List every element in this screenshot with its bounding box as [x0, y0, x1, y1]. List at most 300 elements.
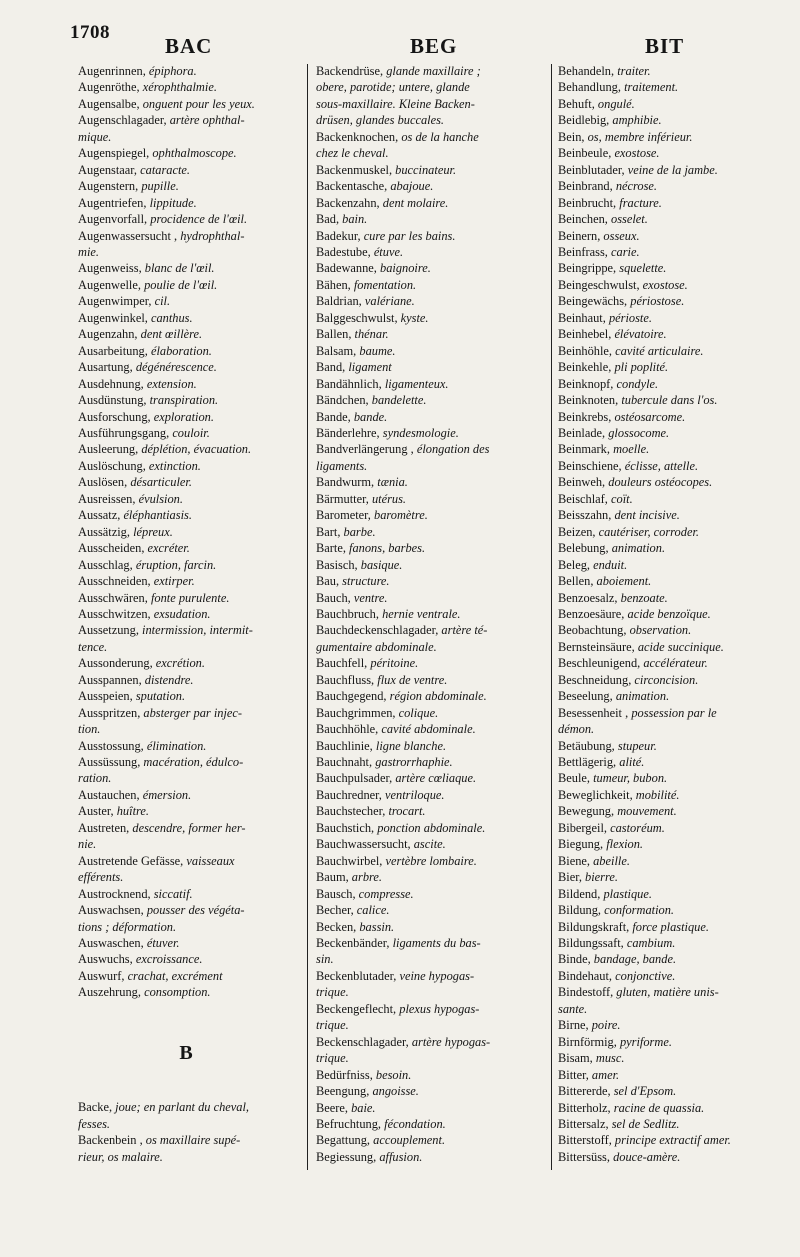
entry	[316, 1067, 552, 1083]
german-term: Bindestoff,	[558, 985, 617, 1000]
entry	[78, 803, 304, 819]
entry	[78, 96, 304, 112]
entry-continuation	[316, 639, 552, 655]
entry	[316, 178, 552, 194]
french-translation: pyriforme.	[619, 1034, 672, 1049]
entry	[78, 557, 304, 573]
french-translation: plastique.	[603, 886, 652, 901]
german-term: Becken,	[316, 919, 360, 934]
entry-continuation	[316, 112, 552, 128]
french-translation: excréter.	[147, 541, 190, 556]
entry	[78, 787, 304, 803]
entry	[316, 441, 552, 457]
entry	[78, 376, 304, 392]
german-term: Aussonderung,	[78, 656, 156, 671]
french-translation: élimination.	[146, 738, 207, 753]
entry	[316, 244, 552, 260]
entry	[558, 902, 794, 918]
entry	[316, 1132, 552, 1148]
german-term: Bellen,	[558, 574, 597, 589]
french-translation: hernie ventrale.	[382, 606, 461, 621]
german-term: Beinhaut,	[558, 310, 609, 325]
german-term: Augenwassersucht ,	[78, 228, 181, 243]
german-term: Bauchgegend,	[316, 689, 390, 704]
entry	[78, 491, 304, 507]
entry	[558, 836, 794, 852]
running-head-left: BAC	[165, 34, 213, 58]
german-term: Ausarbeitung,	[78, 343, 151, 358]
german-term: Augenrinnen,	[78, 64, 149, 78]
french-translation: émersion.	[142, 787, 192, 802]
german-term: Ausspritzen,	[78, 705, 144, 720]
french-translation: lippitude.	[149, 195, 197, 210]
french-translation: artère ophthal-	[169, 113, 245, 128]
entry	[316, 1100, 552, 1116]
french-translation: région abdominale.	[389, 689, 487, 704]
french-translation: plexus hypogas-	[399, 1001, 480, 1016]
french-translation: poulie de l'œil.	[144, 277, 218, 292]
entry	[558, 803, 794, 819]
german-term: Badestube,	[316, 244, 374, 259]
entry	[558, 787, 794, 803]
german-term: Bänderlehre,	[316, 425, 383, 440]
entry	[316, 310, 552, 326]
entry	[316, 738, 552, 754]
german-term: Bandähnlich,	[316, 376, 385, 391]
french-translation: couloir.	[172, 425, 210, 440]
french-translation: ligamenteux.	[384, 376, 449, 391]
german-term: Beinhebel,	[558, 327, 615, 342]
german-term: Augenwelle,	[78, 277, 145, 292]
french-translation: exploration.	[153, 409, 214, 424]
german-term: Auswachsen,	[78, 903, 147, 918]
german-term: Beweglichkeit,	[558, 787, 636, 802]
french-translation: intermission, intermit-	[142, 623, 253, 638]
german-term: Bittersalz,	[558, 1117, 612, 1131]
column-2	[316, 63, 552, 1165]
entry	[316, 63, 552, 79]
french-translation: huître.	[116, 804, 149, 819]
french-translation: élongation des	[416, 442, 490, 457]
french-translation: alité.	[619, 755, 645, 770]
french-translation: abeille.	[593, 853, 630, 868]
entry	[78, 1099, 304, 1115]
entry	[316, 343, 552, 359]
entry	[78, 738, 304, 754]
german-term: Beinkehle,	[558, 360, 615, 375]
entry	[558, 376, 794, 392]
french-translation: extinction.	[148, 458, 201, 473]
french-translation: désarticuler.	[130, 475, 192, 490]
entry	[78, 1132, 304, 1148]
german-term: Bisam,	[558, 1051, 596, 1066]
entry	[558, 409, 794, 425]
french-translation: tumeur, bubon.	[593, 771, 668, 786]
german-term: Beinmark,	[558, 442, 614, 457]
french-translation: ligaments du bas-	[392, 936, 481, 951]
french-translation: blanc de l'œil.	[144, 261, 215, 276]
german-term: Bernsteinsäure,	[558, 639, 638, 654]
french-translation: sel de Sedlitz.	[611, 1117, 680, 1131]
german-term: Barometer,	[316, 508, 374, 523]
german-term: Augenvorfall,	[78, 212, 151, 227]
french-translation: sous-maxillaire. Kleine Backen-	[316, 96, 475, 111]
entry	[316, 557, 552, 573]
french-translation: musc.	[595, 1051, 625, 1066]
french-translation: exostose.	[614, 146, 660, 161]
german-term: Bau,	[316, 574, 343, 589]
entry	[558, 474, 794, 490]
german-term: Bauchstecher,	[316, 804, 389, 819]
entry-continuation	[78, 770, 304, 786]
german-term: Beinbeule,	[558, 146, 615, 161]
french-translation: principe extractif amer.	[614, 1133, 731, 1148]
french-translation: crachat, excrément	[127, 968, 223, 983]
section-letter: B	[179, 1041, 193, 1064]
german-term: Beischlaf,	[558, 491, 611, 506]
french-translation: ostéosarcome.	[614, 409, 686, 424]
french-translation: traitement.	[624, 80, 679, 95]
german-term: Backenzahn,	[316, 195, 383, 210]
french-translation: castoréum.	[610, 820, 665, 835]
entry	[558, 458, 794, 474]
french-translation: onguent pour les yeux.	[142, 96, 255, 111]
french-translation: rieur, os malaire.	[78, 1149, 163, 1164]
entry	[78, 343, 304, 359]
french-translation: cavité articulaire.	[615, 343, 704, 358]
entry	[316, 1001, 552, 1017]
entry	[558, 425, 794, 441]
entry	[558, 507, 794, 523]
german-term: Ausleerung,	[78, 442, 142, 457]
german-term: Bauchgrimmen,	[316, 705, 399, 720]
french-translation: vertèbre lombaire.	[385, 853, 477, 868]
german-term: Bauchredner,	[316, 787, 385, 802]
german-term: Bauchnaht,	[316, 755, 376, 770]
french-translation: périostose.	[630, 294, 685, 309]
french-translation: artère cœliaque.	[395, 771, 477, 786]
entry	[78, 441, 304, 457]
french-translation: sante.	[558, 1001, 588, 1016]
german-term: Beleg,	[558, 557, 594, 572]
entry-continuation	[78, 1116, 304, 1132]
german-term: Bauchpulsader,	[316, 771, 396, 786]
french-translation: ventre.	[353, 590, 388, 605]
french-translation: joue; en parlant du cheval,	[115, 1100, 250, 1115]
entry	[558, 606, 794, 622]
entry	[316, 474, 552, 490]
french-translation: buccinateur.	[395, 162, 457, 177]
entry	[78, 145, 304, 161]
german-term: Beinbrucht,	[558, 195, 620, 210]
german-term: Beobachtung,	[558, 623, 630, 638]
entry-continuation	[558, 721, 794, 737]
french-translation: bassin.	[359, 919, 395, 934]
entry	[558, 326, 794, 342]
entry	[316, 590, 552, 606]
entry	[78, 622, 304, 638]
german-term: Beckenbänder,	[316, 936, 393, 951]
german-term: Beingrippe,	[558, 261, 620, 276]
french-translation: amphibie.	[612, 113, 662, 128]
french-translation: dent incisive.	[614, 508, 680, 523]
entry	[558, 491, 794, 507]
entry	[558, 145, 794, 161]
german-term: Beinweh,	[558, 475, 609, 490]
german-term: Auswuchs,	[78, 952, 136, 967]
german-term: Beckengeflecht,	[316, 1001, 400, 1016]
french-translation: tænia.	[377, 475, 408, 490]
french-translation: canthus.	[150, 310, 193, 325]
french-translation: extirper.	[153, 574, 195, 589]
french-translation: abajoue.	[390, 179, 434, 194]
french-translation: pli poplité.	[614, 360, 669, 375]
german-term: Ausartung,	[78, 360, 136, 375]
french-translation: consomption.	[144, 985, 211, 1000]
entry	[558, 244, 794, 260]
german-term: Beingeschwulst,	[558, 277, 643, 292]
entry	[78, 195, 304, 211]
entry-continuation	[78, 244, 304, 260]
entry	[558, 540, 794, 556]
entry	[78, 425, 304, 441]
french-translation: exsudation.	[153, 606, 211, 621]
german-term: Ausschneiden,	[78, 574, 154, 589]
entry	[78, 688, 304, 704]
entry	[316, 260, 552, 276]
german-term: Augenzahn,	[78, 327, 141, 342]
entry	[316, 376, 552, 392]
german-term: Beseelung,	[558, 689, 616, 704]
entry	[78, 655, 304, 671]
german-term: Ausdünstung,	[78, 393, 150, 408]
german-term: Augenschlagader,	[78, 113, 170, 128]
french-translation: éruption, farcin.	[135, 557, 217, 572]
german-term: Beinlade,	[558, 425, 609, 440]
german-term: Beengung,	[316, 1084, 373, 1099]
french-translation: affusion.	[379, 1149, 423, 1164]
french-translation: syndesmologie.	[382, 425, 459, 440]
entry	[316, 409, 552, 425]
entry	[78, 935, 304, 951]
german-term: Auslöschung,	[78, 458, 149, 473]
french-translation: élévatoire.	[614, 327, 667, 342]
entry	[78, 951, 304, 967]
german-term: Bildungskraft,	[558, 919, 633, 934]
entry	[558, 754, 794, 770]
german-term: Badekur,	[316, 228, 364, 243]
french-translation: fesses.	[78, 1116, 111, 1131]
entry	[316, 968, 552, 984]
german-term: Bein,	[558, 129, 588, 144]
french-translation: hydrophthal-	[180, 228, 245, 243]
french-translation: poire.	[591, 1018, 621, 1033]
french-translation: racine de quassia.	[613, 1100, 705, 1115]
german-term: Beinchen,	[558, 212, 611, 227]
entry	[558, 260, 794, 276]
entry	[316, 1034, 552, 1050]
entry	[78, 79, 304, 95]
entry	[316, 162, 552, 178]
entry	[78, 277, 304, 293]
french-translation: péritoine.	[370, 656, 419, 671]
french-translation: exostose.	[642, 277, 688, 292]
german-term: Beschleunigend,	[558, 656, 644, 671]
entry	[78, 590, 304, 606]
entry	[558, 738, 794, 754]
entry	[316, 524, 552, 540]
german-term: Beisszahn,	[558, 508, 615, 523]
french-translation: compresse.	[358, 886, 414, 901]
german-term: Bauchdeckenschlagader,	[316, 623, 442, 638]
french-translation: glossocome.	[608, 425, 670, 440]
french-translation: cil.	[154, 294, 171, 309]
entry	[558, 359, 794, 375]
entry	[558, 112, 794, 128]
german-term: Beinern,	[558, 228, 604, 243]
german-term: Bauchstich,	[316, 820, 378, 835]
entry	[558, 573, 794, 589]
german-term: Ausschlag,	[78, 557, 136, 572]
french-translation: tion.	[78, 722, 101, 737]
french-translation: efférents.	[78, 870, 124, 885]
entry	[316, 754, 552, 770]
entry	[316, 359, 552, 375]
french-translation: dégénérescence.	[135, 360, 217, 375]
german-term: Beidlebig,	[558, 113, 613, 128]
french-translation: cure par les bains.	[363, 228, 456, 243]
german-term: Backenknochen,	[316, 129, 402, 144]
entry	[78, 310, 304, 326]
german-term: Backenbein ,	[78, 1133, 146, 1148]
entry	[316, 507, 552, 523]
german-term: Birnförmig,	[558, 1034, 620, 1049]
german-term: Bittersüss,	[558, 1149, 614, 1164]
entry	[558, 688, 794, 704]
french-translation: possession par le	[631, 705, 717, 720]
entry	[558, 919, 794, 935]
german-term: Austauchen,	[78, 787, 143, 802]
german-term: Beckenblutader,	[316, 968, 400, 983]
french-translation: excroissance.	[135, 952, 203, 967]
entry	[558, 1149, 794, 1165]
running-head-center: BEG	[410, 34, 458, 58]
entry	[78, 392, 304, 408]
entry	[316, 1116, 552, 1132]
entry-continuation	[558, 1001, 794, 1017]
entry	[558, 705, 794, 721]
german-term: Behandlung,	[558, 80, 625, 95]
entry	[78, 409, 304, 425]
french-translation: acide benzoïque.	[627, 606, 711, 621]
entry	[78, 853, 304, 869]
entry	[78, 606, 304, 622]
entry-continuation	[78, 869, 304, 885]
german-term: Bad,	[316, 212, 343, 227]
german-term: Ausschwären,	[78, 590, 151, 605]
german-term: Benzoesalz,	[558, 590, 621, 605]
french-translation: conjonctive.	[615, 968, 676, 983]
entry-continuation	[316, 79, 552, 95]
french-translation: colique.	[398, 705, 439, 720]
entry	[558, 672, 794, 688]
german-term: Ausspeien,	[78, 689, 136, 704]
french-translation: douleurs ostéocopes.	[608, 475, 713, 490]
german-term: Augenwinkel,	[78, 310, 151, 325]
entry	[558, 63, 794, 79]
german-term: Ausführungsgang,	[78, 425, 173, 440]
french-translation: éléphantiasis.	[123, 508, 192, 523]
entry-continuation	[78, 836, 304, 852]
running-head-right: BIT	[645, 34, 685, 58]
entry-continuation	[316, 951, 552, 967]
entry	[558, 820, 794, 836]
entry	[558, 770, 794, 786]
german-term: Bausch,	[316, 886, 359, 901]
entry	[316, 672, 552, 688]
entry	[316, 573, 552, 589]
entry	[316, 820, 552, 836]
german-term: Biene,	[558, 853, 594, 868]
french-translation: baie.	[351, 1100, 376, 1115]
german-term: Beckenschlagader,	[316, 1034, 412, 1049]
german-term: Bildung,	[558, 903, 605, 918]
french-translation: squelette.	[619, 261, 667, 276]
entry	[316, 228, 552, 244]
entry-continuation	[78, 1149, 304, 1165]
french-translation: aboiement.	[596, 574, 652, 589]
german-term: Barte,	[316, 541, 350, 556]
german-term: Benzoesäure,	[558, 606, 628, 621]
french-translation: force plastique.	[632, 919, 709, 934]
entry	[316, 277, 552, 293]
french-translation: bain.	[342, 212, 368, 227]
german-term: Bauch,	[316, 590, 354, 605]
entry	[558, 441, 794, 457]
french-translation: trique.	[316, 985, 349, 1000]
entry	[558, 524, 794, 540]
entry	[558, 984, 794, 1000]
german-term: Bettlägerig,	[558, 755, 620, 770]
french-translation: fonte purulente.	[150, 590, 230, 605]
entry	[316, 606, 552, 622]
german-term: Bitter,	[558, 1067, 592, 1082]
entry	[558, 343, 794, 359]
german-term: Birne,	[558, 1018, 592, 1033]
german-term: Beingewächs,	[558, 294, 631, 309]
french-translation: sel d'Epsom.	[613, 1084, 677, 1099]
german-term: Beinbrand,	[558, 179, 616, 194]
entry	[558, 968, 794, 984]
french-translation: gastrorrhaphie.	[375, 755, 453, 770]
german-term: Augenstaar,	[78, 162, 141, 177]
german-term: Baldrian,	[316, 294, 365, 309]
entry	[316, 721, 552, 737]
german-term: Bandverlängerung ,	[316, 442, 417, 457]
german-term: Backe,	[78, 1100, 116, 1115]
german-term: Augensalbe,	[78, 96, 143, 111]
entry	[78, 573, 304, 589]
entry	[558, 228, 794, 244]
entry	[316, 540, 552, 556]
french-translation: bandage, bande.	[593, 952, 677, 967]
french-translation: siccatif.	[153, 886, 193, 901]
entry	[78, 507, 304, 523]
french-translation: coït.	[611, 491, 633, 506]
entry	[558, 1100, 794, 1116]
french-translation: étuve.	[373, 244, 404, 259]
french-translation: flux de ventre.	[377, 672, 448, 687]
